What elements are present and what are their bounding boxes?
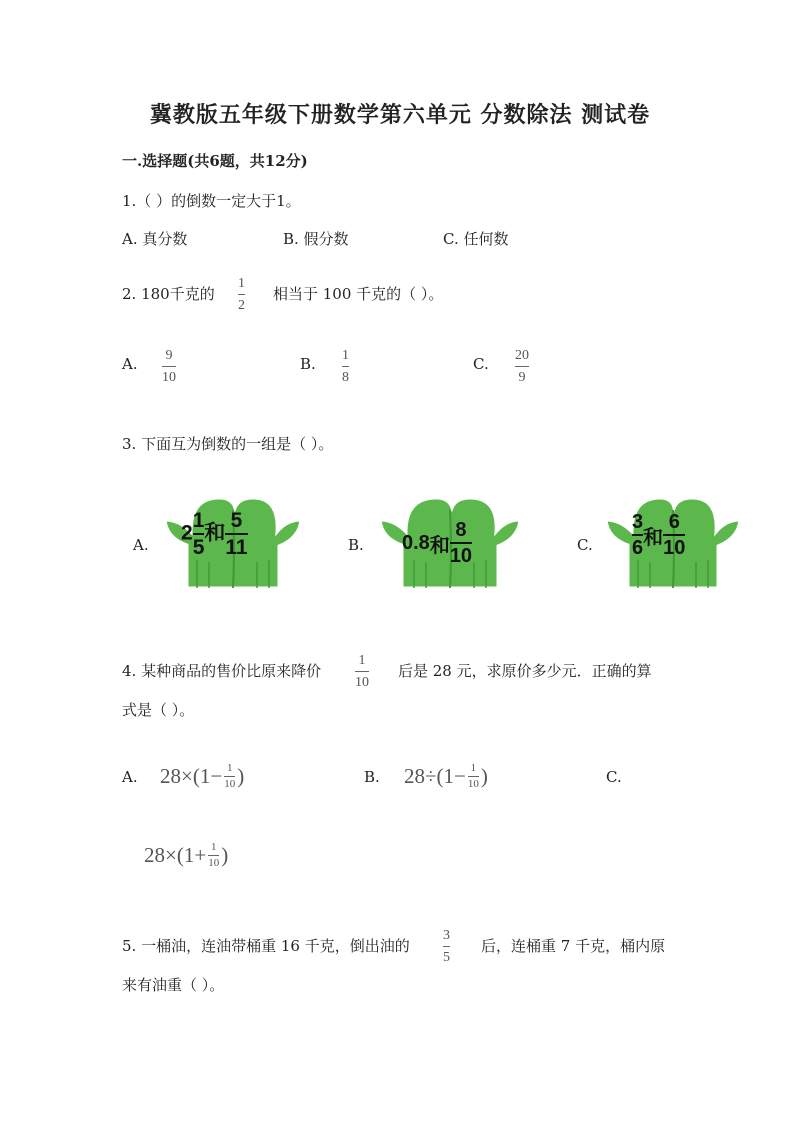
q2-fraction: 1 2 [238, 276, 245, 313]
question-2-stem-start: 2. 180千克的 [122, 285, 215, 303]
section-heading: 一.选择题(共6题，共12分) [122, 152, 308, 170]
question-4-stem-start: 4. 某种商品的售价比原来降价 [122, 662, 322, 680]
question-5-stem-start: 5. 一桶油，连油带桶重 16 千克，倒出油的 [122, 937, 410, 955]
question-1-stem: 1.（ ）的倒数一定大于1。 [122, 192, 301, 210]
question-5-stem-end: 后，连桶重 7 千克，桶内原 [481, 937, 666, 955]
q1-option-b: B. 假分数 [283, 230, 349, 248]
question-5-stem-line2: 来有油重（ ）。 [122, 976, 225, 994]
q2-option-b-fraction: 1 8 [342, 348, 349, 385]
q2-option-c-fraction: 20 9 [515, 348, 529, 385]
q3-option-c-text: 3 6 和 6 10 [632, 511, 686, 559]
q4-fraction: 1 10 [355, 653, 369, 690]
page-title: 冀教版五年级下册数学第六单元 分数除法 测试卷 [149, 102, 651, 128]
q3-label-c: C. [577, 536, 593, 554]
q2-label-c: C. [473, 355, 489, 373]
q2-label-a: A. [122, 355, 138, 373]
q3-option-b-text: 0.8 和 8 10 [402, 519, 473, 567]
q2-option-a-fraction: 9 10 [162, 348, 176, 385]
question-4-stem-end: 后是 28 元，求原价多少元．正确的算 [398, 662, 652, 680]
q1-option-a: A. 真分数 [122, 230, 188, 248]
question-4-stem-line2: 式是（ ）。 [122, 701, 195, 719]
question-2-stem-end: 相当于 100 千克的（ ）。 [273, 285, 444, 303]
q3-option-a-text: 2 $\frac{1}{5}$ 和 $\frac{5}{11}$ [181, 509, 248, 559]
q4-option-b-expression: 28÷(1− $\frac{1}{10}$ ) [404, 762, 488, 790]
question-3-stem: 3. 下面互为倒数的一组是（ ）。 [122, 435, 334, 453]
q4-option-c-expression: 28×(1+ $\frac{1}{10}$ ) [144, 841, 229, 869]
q5-fraction: 3 5 [443, 928, 450, 965]
q4-label-a: A. [122, 768, 138, 786]
q4-label-b: B. [364, 768, 380, 786]
q1-option-c: C. 任何数 [443, 230, 509, 248]
q3-label-b: B. [348, 536, 364, 554]
q2-label-b: B. [300, 355, 316, 373]
q4-option-a-expression: 28×(1− $\frac{1}{10}$ ) [160, 762, 245, 790]
q3-label-a: A. [133, 536, 149, 554]
q4-label-c: C. [606, 768, 622, 786]
